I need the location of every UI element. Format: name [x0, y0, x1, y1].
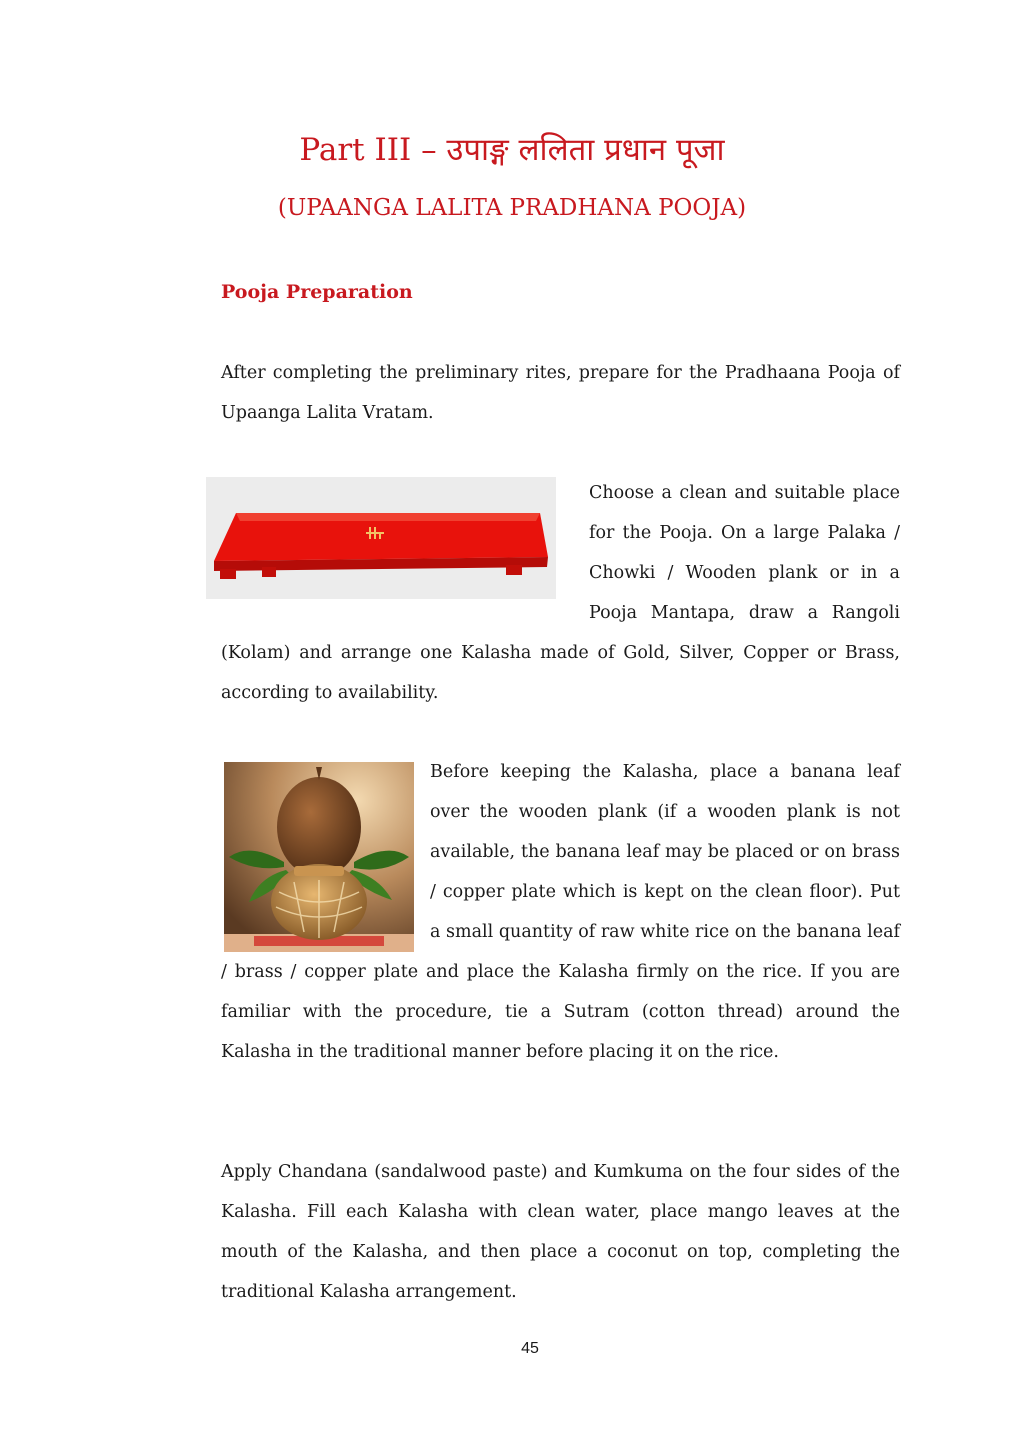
kalasha-illustration: [224, 762, 414, 952]
paragraph-place-block: [221, 473, 900, 713]
paragraph-place: Choose a clean and suitable place for the Pooja. On a large Palaka / Chowki / Wooden plank or in a Pooja Mantapa, draw a Rangoli (Kolam) and arrange one Kalasha made of Gold, Silver, Copper or Brass, according to availability.: [221, 483, 900, 703]
kalasha-image: [224, 762, 414, 952]
paragraph-chandana: Apply Chandana (sandalwood paste) and Kumkuma on the four sides of the Kalasha. Fill each Kalasha with clean water, place mango leaves at the mouth of the Kalasha, and then place a coconut on top, completing the traditional Kalasha arrangement.: [221, 1162, 900, 1302]
page-number: 45: [521, 1340, 539, 1357]
plank-image: [206, 477, 571, 597]
page-title: Part III – उपाङ्ग ललिता प्रधान पूजा: [299, 132, 725, 168]
paragraph-intro: After completing the preliminary rites, prepare for the Pradhaana Pooja of Upaanga Lalita Vratam.: [221, 363, 900, 423]
paragraph-kalasha-block: [221, 752, 900, 1072]
paragraph-kalasha: Before keeping the Kalasha, place a banana leaf over the wooden plank (if a wooden plank is not available, the banana leaf may be placed or on brass / copper plate which is kept on the clean floor). Put a small quantity of raw white rice on the banana leaf / brass / copper plate and place the Kalasha firmly on the rice. If you are familiar with the procedure, tie a Sutram (cotton thread) around the Kalasha in the traditional manner before placing it on the rice.: [221, 762, 900, 1062]
page-subtitle: (UPAANGA LALITA PRADHANA POOJA): [277, 195, 747, 221]
section-heading: Pooja Preparation: [221, 281, 413, 303]
wooden-plank-illustration: [206, 477, 556, 599]
